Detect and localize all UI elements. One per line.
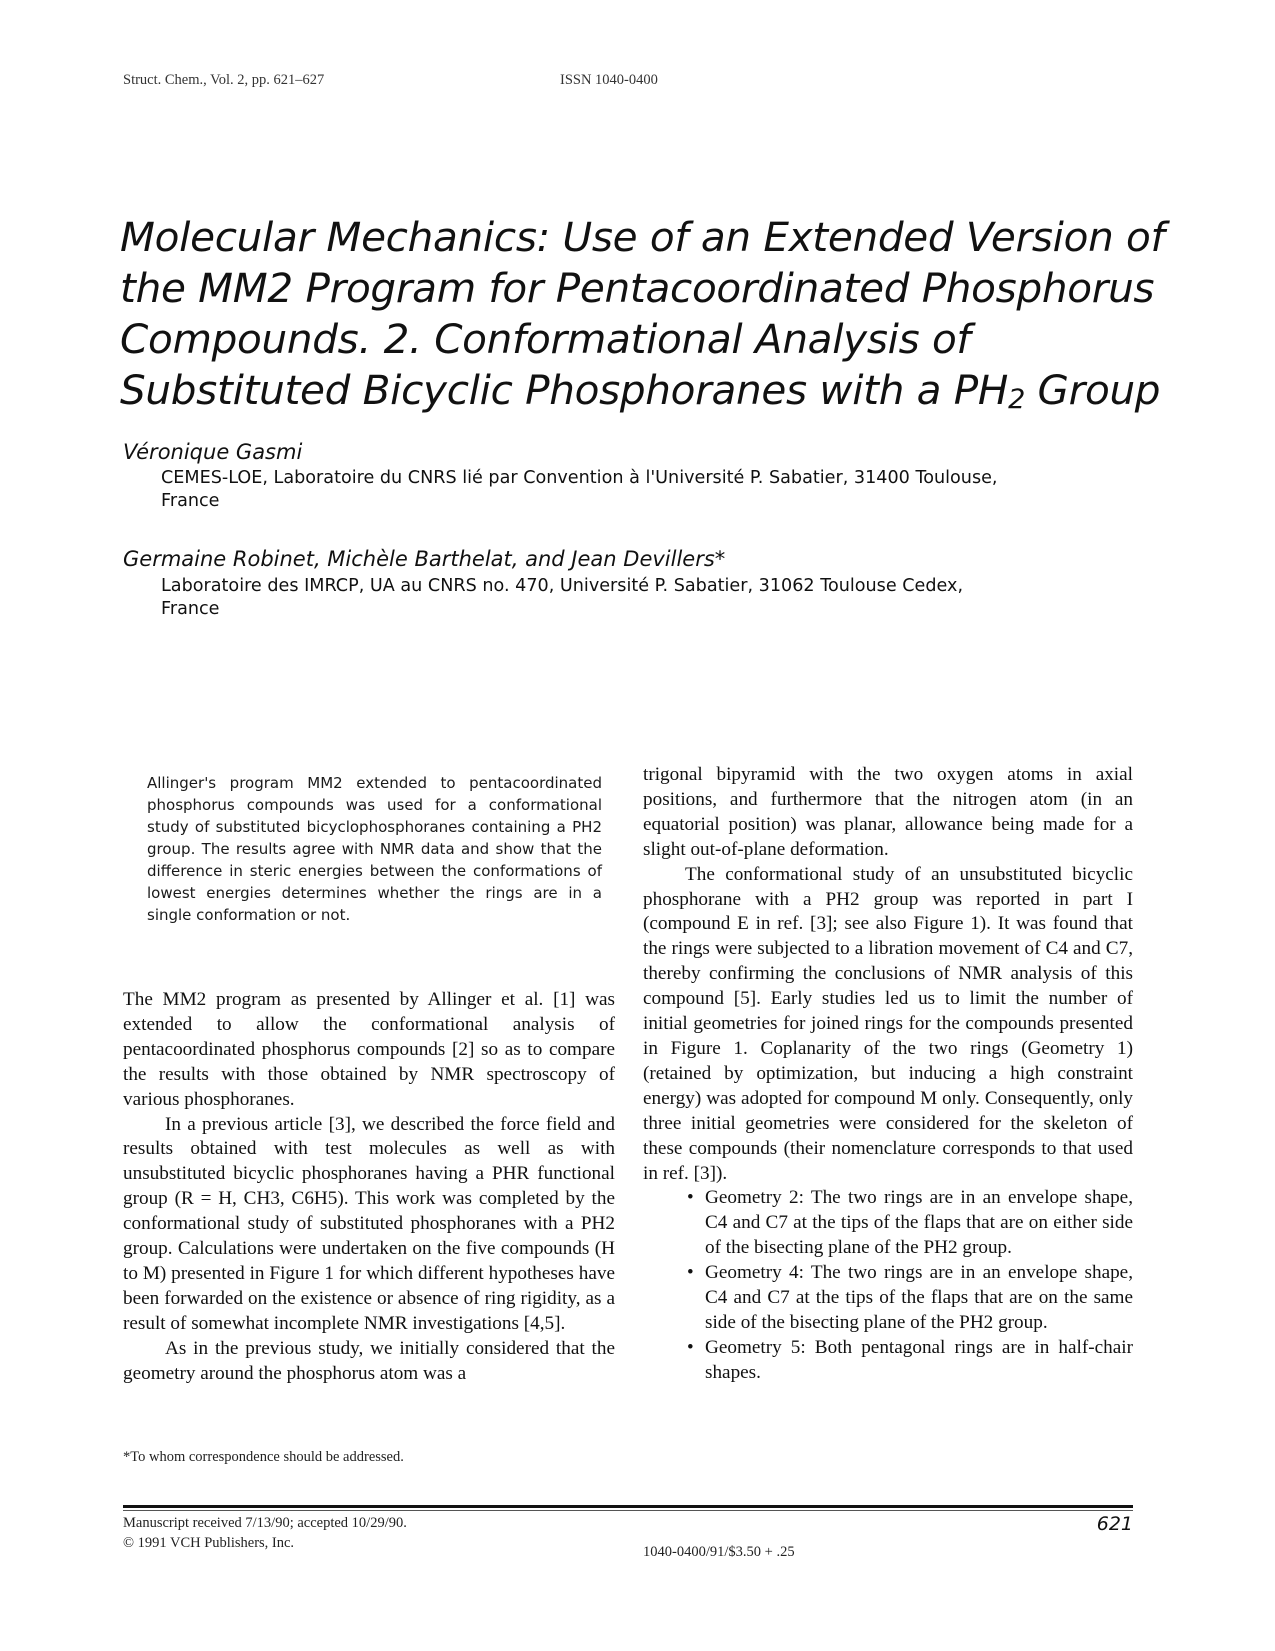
- body-paragraph: trigonal bipyramid with the two oxygen atoms in axial positions, and furthermore that the nitrogen atom (in an equatorial position) was planar, allowance being made for a slight out-of-plane deformation.: [643, 764, 1133, 860]
- affiliation-line: Laboratoire des IMRCP, UA au CNRS no. 470, Université P. Sabatier, 31062 Toulouse Cedex,: [161, 576, 964, 596]
- abstract: Allinger's program MM2 extended to pentacoordinated phosphorus compounds was used for a conformational study of substituted bicyclophosphoranes containing a PH2 group. The results agree with NMR data and show that the difference in steric energies between the conformations of lowest energies determines whether the rings are in a single conformation or not.: [147, 774, 602, 924]
- list-item-text: Geometry 4: The two rings are in an envelope shape, C4 and C7 at the tips of the flaps that are on the same side of the bisecting plane of the PH2 group.: [705, 1262, 1133, 1333]
- bullet-icon: •: [687, 1187, 694, 1209]
- list-item: [643, 1186, 1133, 1261]
- affiliation-line: France: [161, 491, 220, 511]
- copyright: © 1991 VCH Publishers, Inc.: [123, 1535, 295, 1551]
- list-item: [643, 1336, 1133, 1386]
- price-code: 1040-0400/91/$3.50 + .25: [643, 1544, 795, 1560]
- affiliation-line: CEMES-LOE, Laboratoire du CNRS lié par Convention à l'Université P. Sabatier, 31400 Toulouse,: [161, 468, 998, 488]
- title-line: Molecular Mechanics: Use of an Extended Version of: [120, 213, 1165, 261]
- title-text: Substituted Bicyclic Phosphoranes with a PH: [120, 366, 1009, 414]
- body-paragraph: In a previous article [3], we described the force field and results obtained with test molecules as well as with unsubstituted bicyclic phosphoranes having a PHR functional group (R = H, CH3, C6H5). This work was completed by the conformational study of substituted phosphoranes with a PH2 group. Calculations were undertaken on the five compounds (H to M) presented in Figure 1 for which different hypotheses have been forwarded on the existence or absence of ring rigidity, as a result of somewhat incomplete NMR investigations [4,5].: [123, 1113, 615, 1334]
- article-title: [120, 212, 1165, 416]
- title-subscript: 2: [1008, 384, 1025, 415]
- affiliation-line: France: [161, 599, 220, 619]
- title-line: the MM2 Program for Pentacoordinated Phosphorus: [120, 264, 1155, 312]
- list-item-text: Geometry 5: Both pentagonal rings are in half-chair shapes.: [705, 1336, 1133, 1383]
- list-item-text: Geometry 2: The two rings are in an envelope shape, C4 and C7 at the tips of the flaps that are on either side of the bisecting plane of the PH2 group.: [705, 1187, 1133, 1259]
- page-number: 621: [1096, 1513, 1133, 1535]
- footnote: *To whom correspondence should be addressed.: [123, 1449, 404, 1465]
- bullet-icon: •: [687, 1336, 694, 1358]
- journal-citation: Struct. Chem., Vol. 2, pp. 621–627: [123, 72, 325, 88]
- list-item: [643, 1261, 1133, 1336]
- bullet-icon: •: [687, 1262, 694, 1284]
- title-line: [120, 365, 1161, 416]
- body-column-right: [643, 763, 1133, 1386]
- body-paragraph: As in the previous study, we initially considered that the geometry around the phosphorus atom was a: [123, 1337, 615, 1384]
- footer-rule-thin: [123, 1510, 1133, 1511]
- footer-rule: [123, 1505, 1133, 1508]
- author-affiliation: [161, 575, 1111, 621]
- body-paragraph: The conformational study of an unsubstituted bicyclic phosphorane with a PH2 group was reported in part I (compound E in ref. [3]; see also Figure 1). It was found that the rings were subjected to a libration movement of C4 and C7, thereby confirming the conclusions of NMR analysis of this compound [5]. Early studies led us to limit the number of initial geometries for joined rings for the compounds presented in Figure 1. Coplanarity of the two rings (Geometry 1) (retained by optimization, but inducing a high constraint energy) was adopted for compound M only. Consequently, only three initial geometries were considered for the skeleton of these compounds (their nomenclature corresponds to that used in ref. [3]).: [643, 863, 1133, 1184]
- body-column-left: [123, 988, 615, 1387]
- title-line: Compounds. 2. Conformational Analysis of: [120, 315, 971, 363]
- author-names: Germaine Robinet, Michèle Barthelat, and Jean Devillers*: [123, 547, 726, 571]
- title-text: Group: [1024, 366, 1161, 414]
- body-paragraph: The MM2 program as presented by Allinger et al. [1] was extended to allow the conformational analysis of pentacoordinated phosphorus compounds [2] so as to compare the results with those obtained by NMR spectroscopy of various phosphoranes.: [123, 989, 615, 1110]
- author-affiliation: [161, 467, 1111, 513]
- manuscript-dates: Manuscript received 7/13/90; accepted 10/29/90.: [123, 1515, 407, 1531]
- issn: ISSN 1040-0400: [560, 72, 658, 88]
- geometry-list: [643, 1186, 1133, 1385]
- author-names: Véronique Gasmi: [123, 440, 303, 464]
